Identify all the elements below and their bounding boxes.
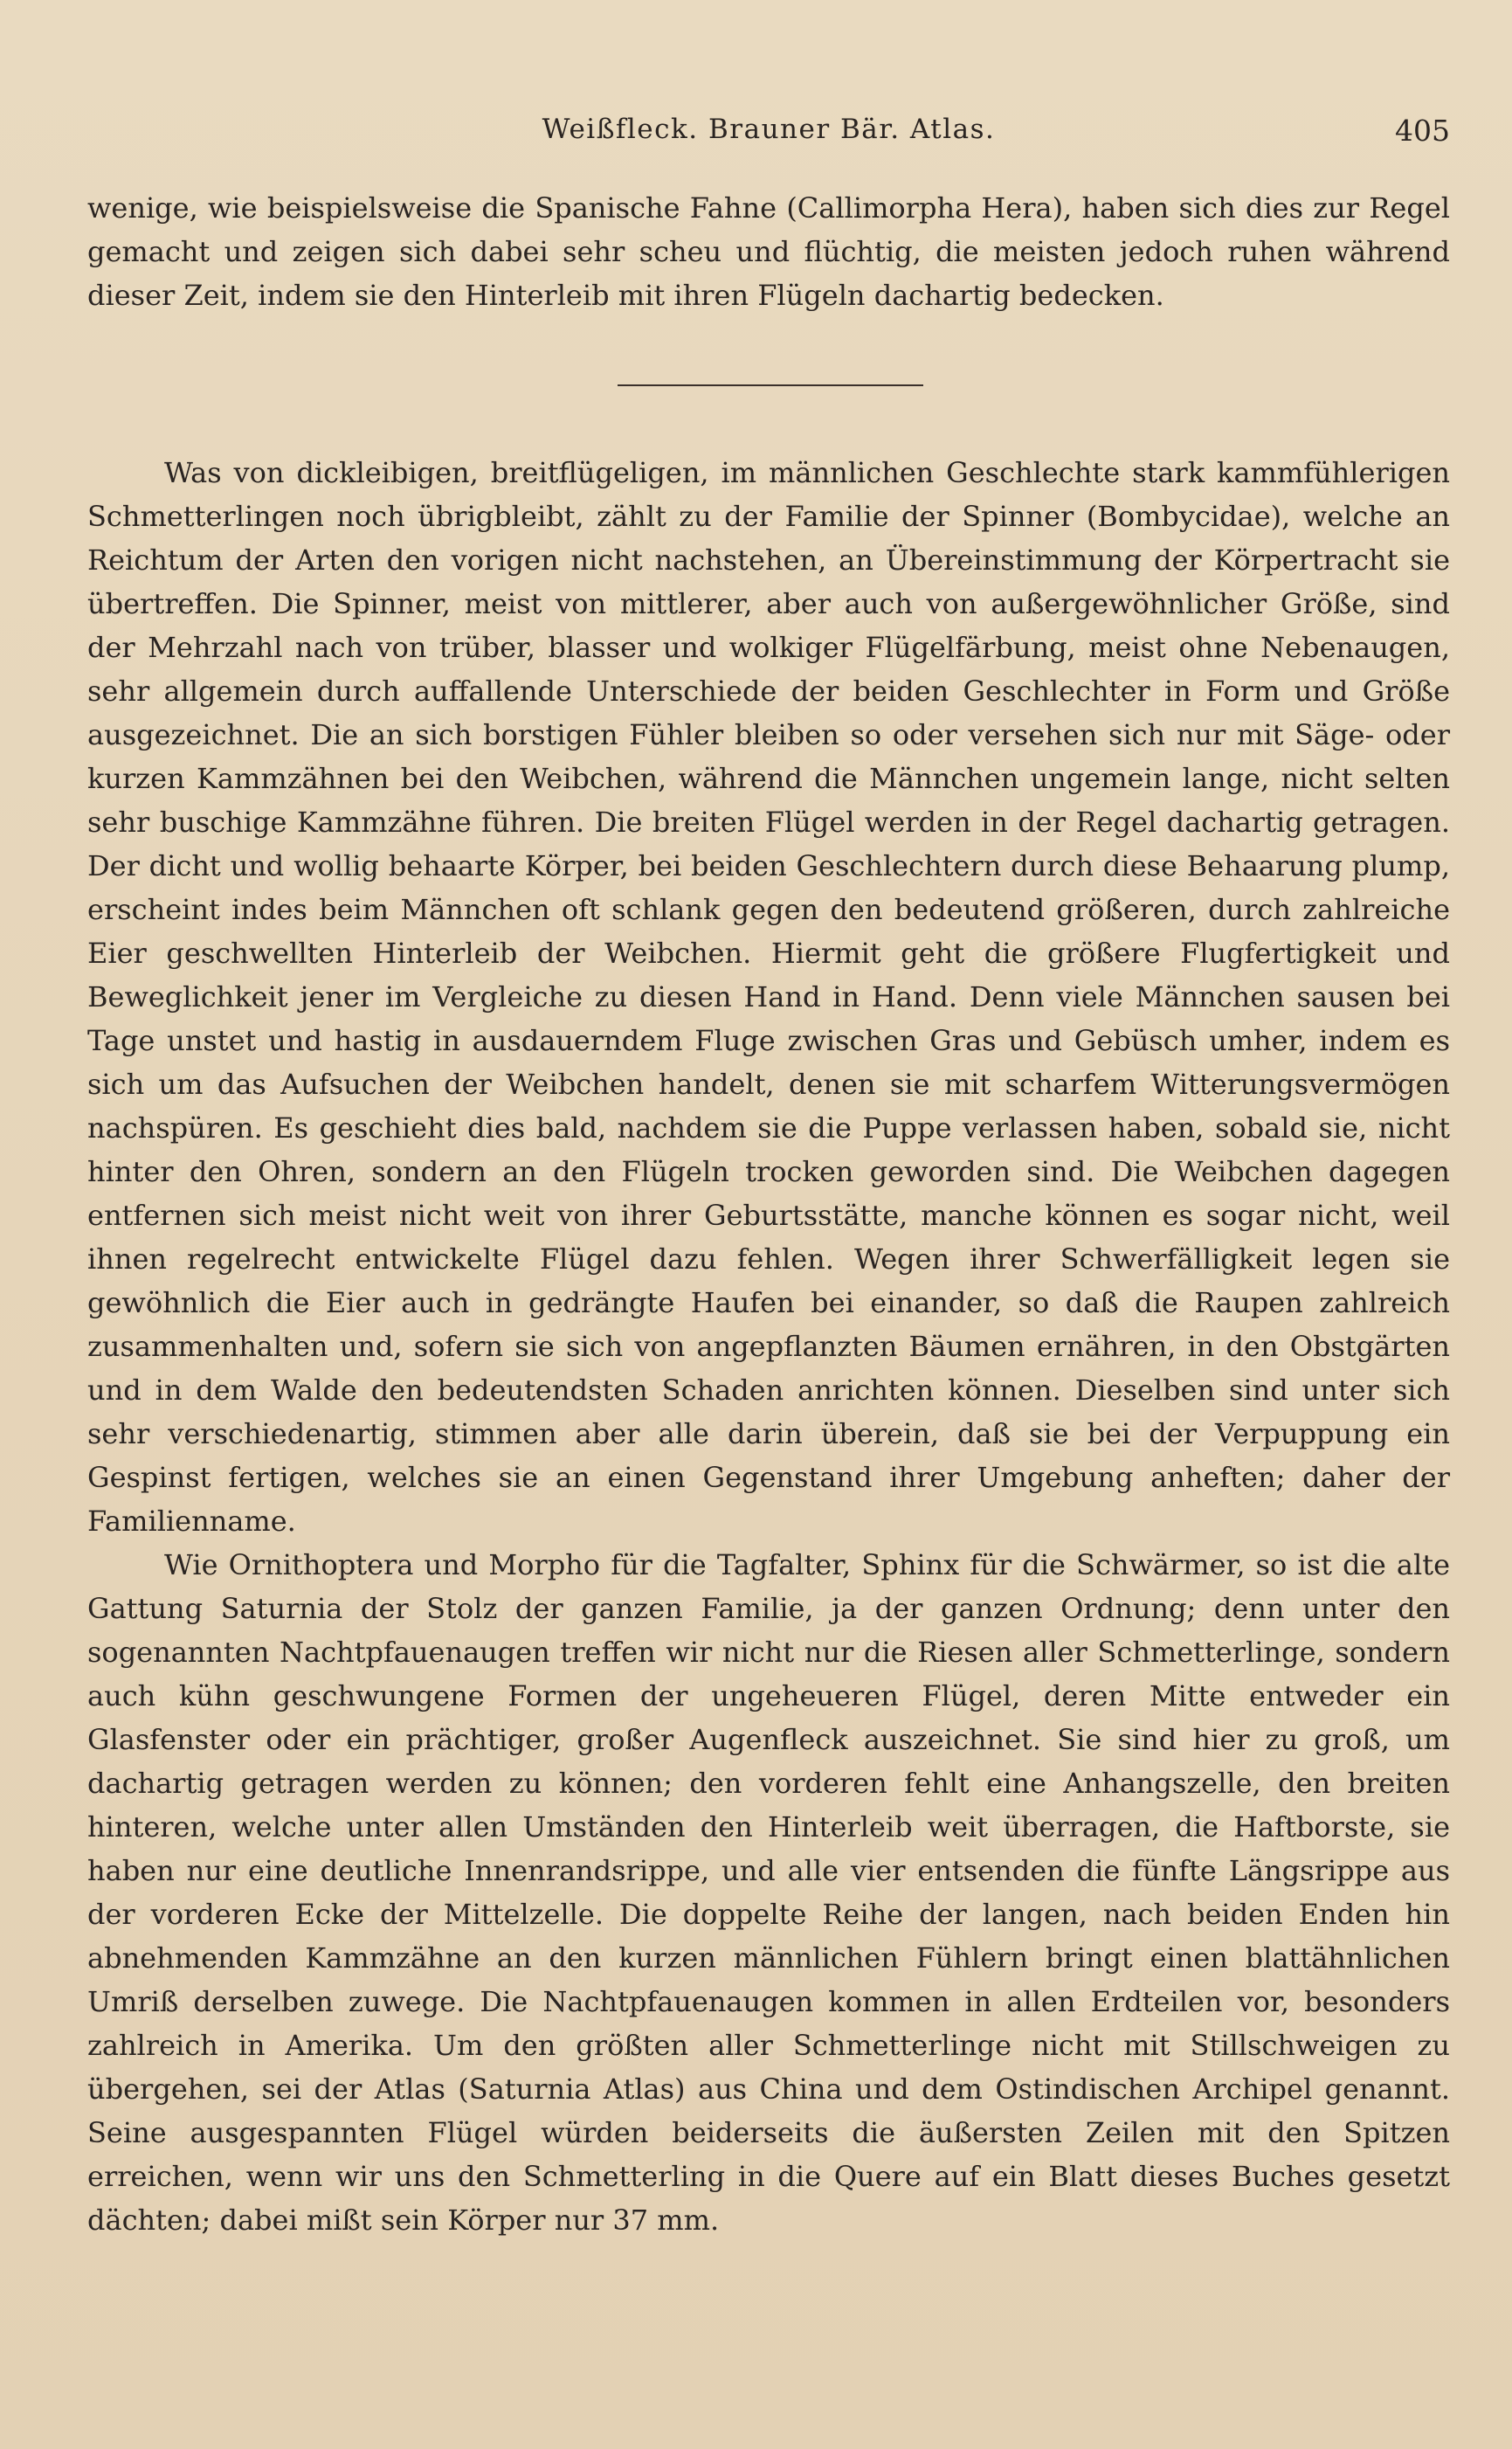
paragraph-saturnia: Wie Ornithoptera und Morpho für die Tagfalter, Sphinx für die Schwärmer, so ist die alte Gattung Saturnia der Stolz der ganzen Familie, ja der ganzen Ordnung; denn unter den sogenannten Nachtpfauenaugen treffen wir nicht nur die Riesen aller Schmetterlinge, sondern auch kühn geschwungene Formen der ungeheueren Flügel, deren Mitte entweder ein Glasfenster oder ein prächtiger, großer Augenfleck auszeichnet. Sie sind hier zu groß, um dachartig getragen werden zu können; den vorderen fehlt eine Anhangszelle, den breiten hinteren, welche unter allen Umständen den Hinterleib weit überragen, die Haftborste, sie haben nur eine deutliche Innenrandsrippe, und alle vier entsenden die fünfte Längsrippe aus der vorderen Ecke der Mittelzelle. Die doppelte Reihe der langen, nach beiden Enden hin abnehmenden Kammzähne an den kurzen männlichen Fühlern bringt einen blattähnlichen Umriß derselben zuwege. Die Nachtpfauenaugen kommen in allen Erdteilen vor, besonders zahlreich in Amerika. Um den größten aller Schmetterlinge nicht mit Stillschweigen zu übergehen, sei der Atlas (Saturnia Atlas) aus China und dem Ostindischen Archipel genannt. Seine ausgespannten Flügel würden beiderseits die äußersten Zeilen mit den Spitzen erreichen, wenn wir uns den Schmetterling in die Quere auf ein Blatt dieses Buches gesetzt dächten; dabei mißt sein Körper nur 37 mm. (87, 1548, 1450, 2237)
page-number: 405 (1395, 114, 1450, 148)
continuation-paragraph: wenige, wie beispielsweise die Spanische Fahne (Callimorpha Hera), haben sich dies zur Regel gemacht und zeigen sich dabei sehr scheu und flüchtig, die meisten jedoch ruhen während dieser Zeit, indem sie den Hinterleib mit ihren Flügeln dachartig bedecken. (87, 191, 1450, 312)
section-divider (618, 384, 923, 386)
running-head: Weißfleck. Brauner Bär. Atlas. (542, 114, 996, 145)
continuation-block (87, 186, 1450, 317)
page-header (87, 114, 1450, 157)
paragraph-spinner-family: Was von dickleibigen, breitflügeligen, im männlichen Geschlechte stark kammfühlerigen Schmetterlingen noch übrigbleibt, zählt zu der Familie der Spinner (Bombycidae), welche an Reichtum der Arten den vorigen nicht nachstehen, an Übereinstimmung der Körpertracht sie übertreffen. Die Spinner, meist von mittlerer, aber auch von außergewöhnlicher Größe, sind der Mehrzahl nach von trüber, blasser und wolkiger Flügelfärbung, meist ohne Nebenaugen, sehr allgemein durch auffallende Unterschiede der beiden Geschlechter in Form und Größe ausgezeichnet. Die an sich borstigen Fühler bleiben so oder versehen sich nur mit Säge- oder kurzen Kammzähnen bei den Weibchen, während die Männchen ungemein lange, nicht selten sehr buschige Kammzähne führen. Die breiten Flügel werden in der Regel dachartig getragen. Der dicht und wollig behaarte Körper, bei beiden Geschlechtern durch diese Behaarung plump, erscheint indes beim Männchen oft schlank gegen den bedeutend größeren, durch zahlreiche Eier geschwellten Hinterleib der Weibchen. Hiermit geht die größere Flugfertigkeit und Beweglichkeit jener im Vergleiche zu diesen Hand in Hand. Denn viele Männchen sausen bei Tage unstet und hastig in ausdauerndem Fluge zwischen Gras und Gebüsch umher, indem es sich um das Aufsuchen der Weibchen handelt, denen sie mit scharfem Witterungsvermögen nachspüren. Es geschieht dies bald, nachdem sie die Puppe verlassen haben, sobald sie, nicht hinter den Ohren, sondern an den Flügeln trocken geworden sind. Die Weibchen dagegen entfernen sich meist nicht weit von ihrer Geburtsstätte, manche können es sogar nicht, weil ihnen regelrecht entwickelte Flügel dazu fehlen. Wegen ihrer Schwerfälligkeit legen sie gewöhnlich die Eier auch in gedrängte Haufen bei einander, so daß die Raupen zahlreich zusammenhalten und, sofern sie sich von angepflanzten Bäumen ernähren, in den Obstgärten und in dem Walde den bedeutendsten Schaden anrichten können. Dieselben sind unter sich sehr verschiedenartig, stimmen aber alle darin überein, daß sie bei der Verpuppung ein Gespinst fertigen, welches sie an einen Gegenstand ihrer Umgebung anheften; daher der Familienname. (87, 456, 1450, 1538)
main-text (87, 451, 1450, 2242)
